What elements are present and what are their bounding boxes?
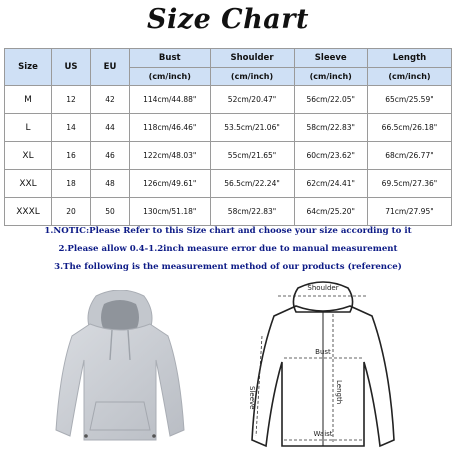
- header-shoulder: Shoulder: [210, 49, 294, 68]
- header-eu: EU: [91, 49, 130, 86]
- cell-sleeve: 62cm/24.41": [294, 170, 367, 198]
- cell-size: L: [5, 114, 52, 142]
- header-size: Size: [5, 49, 52, 86]
- cell-shoulder: 52cm/20.47": [210, 86, 294, 114]
- cell-shoulder: 56.5cm/22.24": [210, 170, 294, 198]
- header-us: US: [52, 49, 91, 86]
- measurement-diagram: [238, 276, 408, 452]
- cell-eu: 50: [91, 198, 130, 226]
- cell-length: 69.5cm/27.36": [367, 170, 451, 198]
- cell-sleeve: 56cm/22.05": [294, 86, 367, 114]
- cell-length: 68cm/26.77": [367, 142, 451, 170]
- cell-shoulder: 53.5cm/21.06": [210, 114, 294, 142]
- header-bust-unit: (cm/inch): [130, 68, 211, 86]
- cell-shoulder: 55cm/21.65": [210, 142, 294, 170]
- header-length: Length: [367, 49, 451, 68]
- notes-block: [0, 222, 456, 276]
- cell-length: 71cm/27.95": [367, 198, 451, 226]
- label-sleeve: Sleeve: [248, 386, 256, 410]
- cell-shoulder: 58cm/22.83": [210, 198, 294, 226]
- cell-us: 14: [52, 114, 91, 142]
- table-row: [5, 86, 452, 114]
- table-row: [5, 114, 452, 142]
- cell-sleeve: 60cm/23.62": [294, 142, 367, 170]
- cell-sleeve: 64cm/25.20": [294, 198, 367, 226]
- header-shoulder-unit: (cm/inch): [210, 68, 294, 86]
- cell-size: XL: [5, 142, 52, 170]
- header-bust: Bust: [130, 49, 211, 68]
- cell-us: 16: [52, 142, 91, 170]
- cell-bust: 130cm/51.18": [130, 198, 211, 226]
- size-table: [4, 48, 452, 226]
- note-error: 2.Please allow 0.4-1.2inch measure error due to manual measurement: [58, 244, 398, 254]
- note-refer: 1.NOTIC:Please Refer to this Size chart and choose your size according to it: [44, 226, 412, 236]
- cell-size: XXL: [5, 170, 52, 198]
- label-length: Length: [335, 380, 343, 405]
- cell-bust: 114cm/44.88": [130, 86, 211, 114]
- cell-eu: 46: [91, 142, 130, 170]
- table-row: [5, 142, 452, 170]
- cell-us: 20: [52, 198, 91, 226]
- cell-eu: 44: [91, 114, 130, 142]
- table-header-row: [5, 49, 452, 68]
- table-row: [5, 170, 452, 198]
- label-bust: Bust: [315, 348, 331, 356]
- cell-length: 65cm/25.59": [367, 86, 451, 114]
- cell-eu: 48: [91, 170, 130, 198]
- header-sleeve: Sleeve: [294, 49, 367, 68]
- size-chart-title: Size Chart: [147, 4, 309, 35]
- header-length-unit: (cm/inch): [367, 68, 451, 86]
- cell-bust: 122cm/48.03": [130, 142, 211, 170]
- cell-bust: 126cm/49.61": [130, 170, 211, 198]
- cell-length: 66.5cm/26.18": [367, 114, 451, 142]
- cell-size: M: [5, 86, 52, 114]
- cell-sleeve: 58cm/22.83": [294, 114, 367, 142]
- header-sleeve-unit: (cm/inch): [294, 68, 367, 86]
- label-shoulder: Shoulder: [307, 284, 339, 292]
- cell-size: XXXL: [5, 198, 52, 226]
- cell-bust: 118cm/46.46": [130, 114, 211, 142]
- cell-eu: 42: [91, 86, 130, 114]
- note-method: 3.The following is the measurement method of our products (reference): [54, 262, 402, 272]
- cell-us: 18: [52, 170, 91, 198]
- label-waist: Waist: [313, 430, 333, 438]
- cell-us: 12: [52, 86, 91, 114]
- hoodie-photo: [50, 290, 190, 450]
